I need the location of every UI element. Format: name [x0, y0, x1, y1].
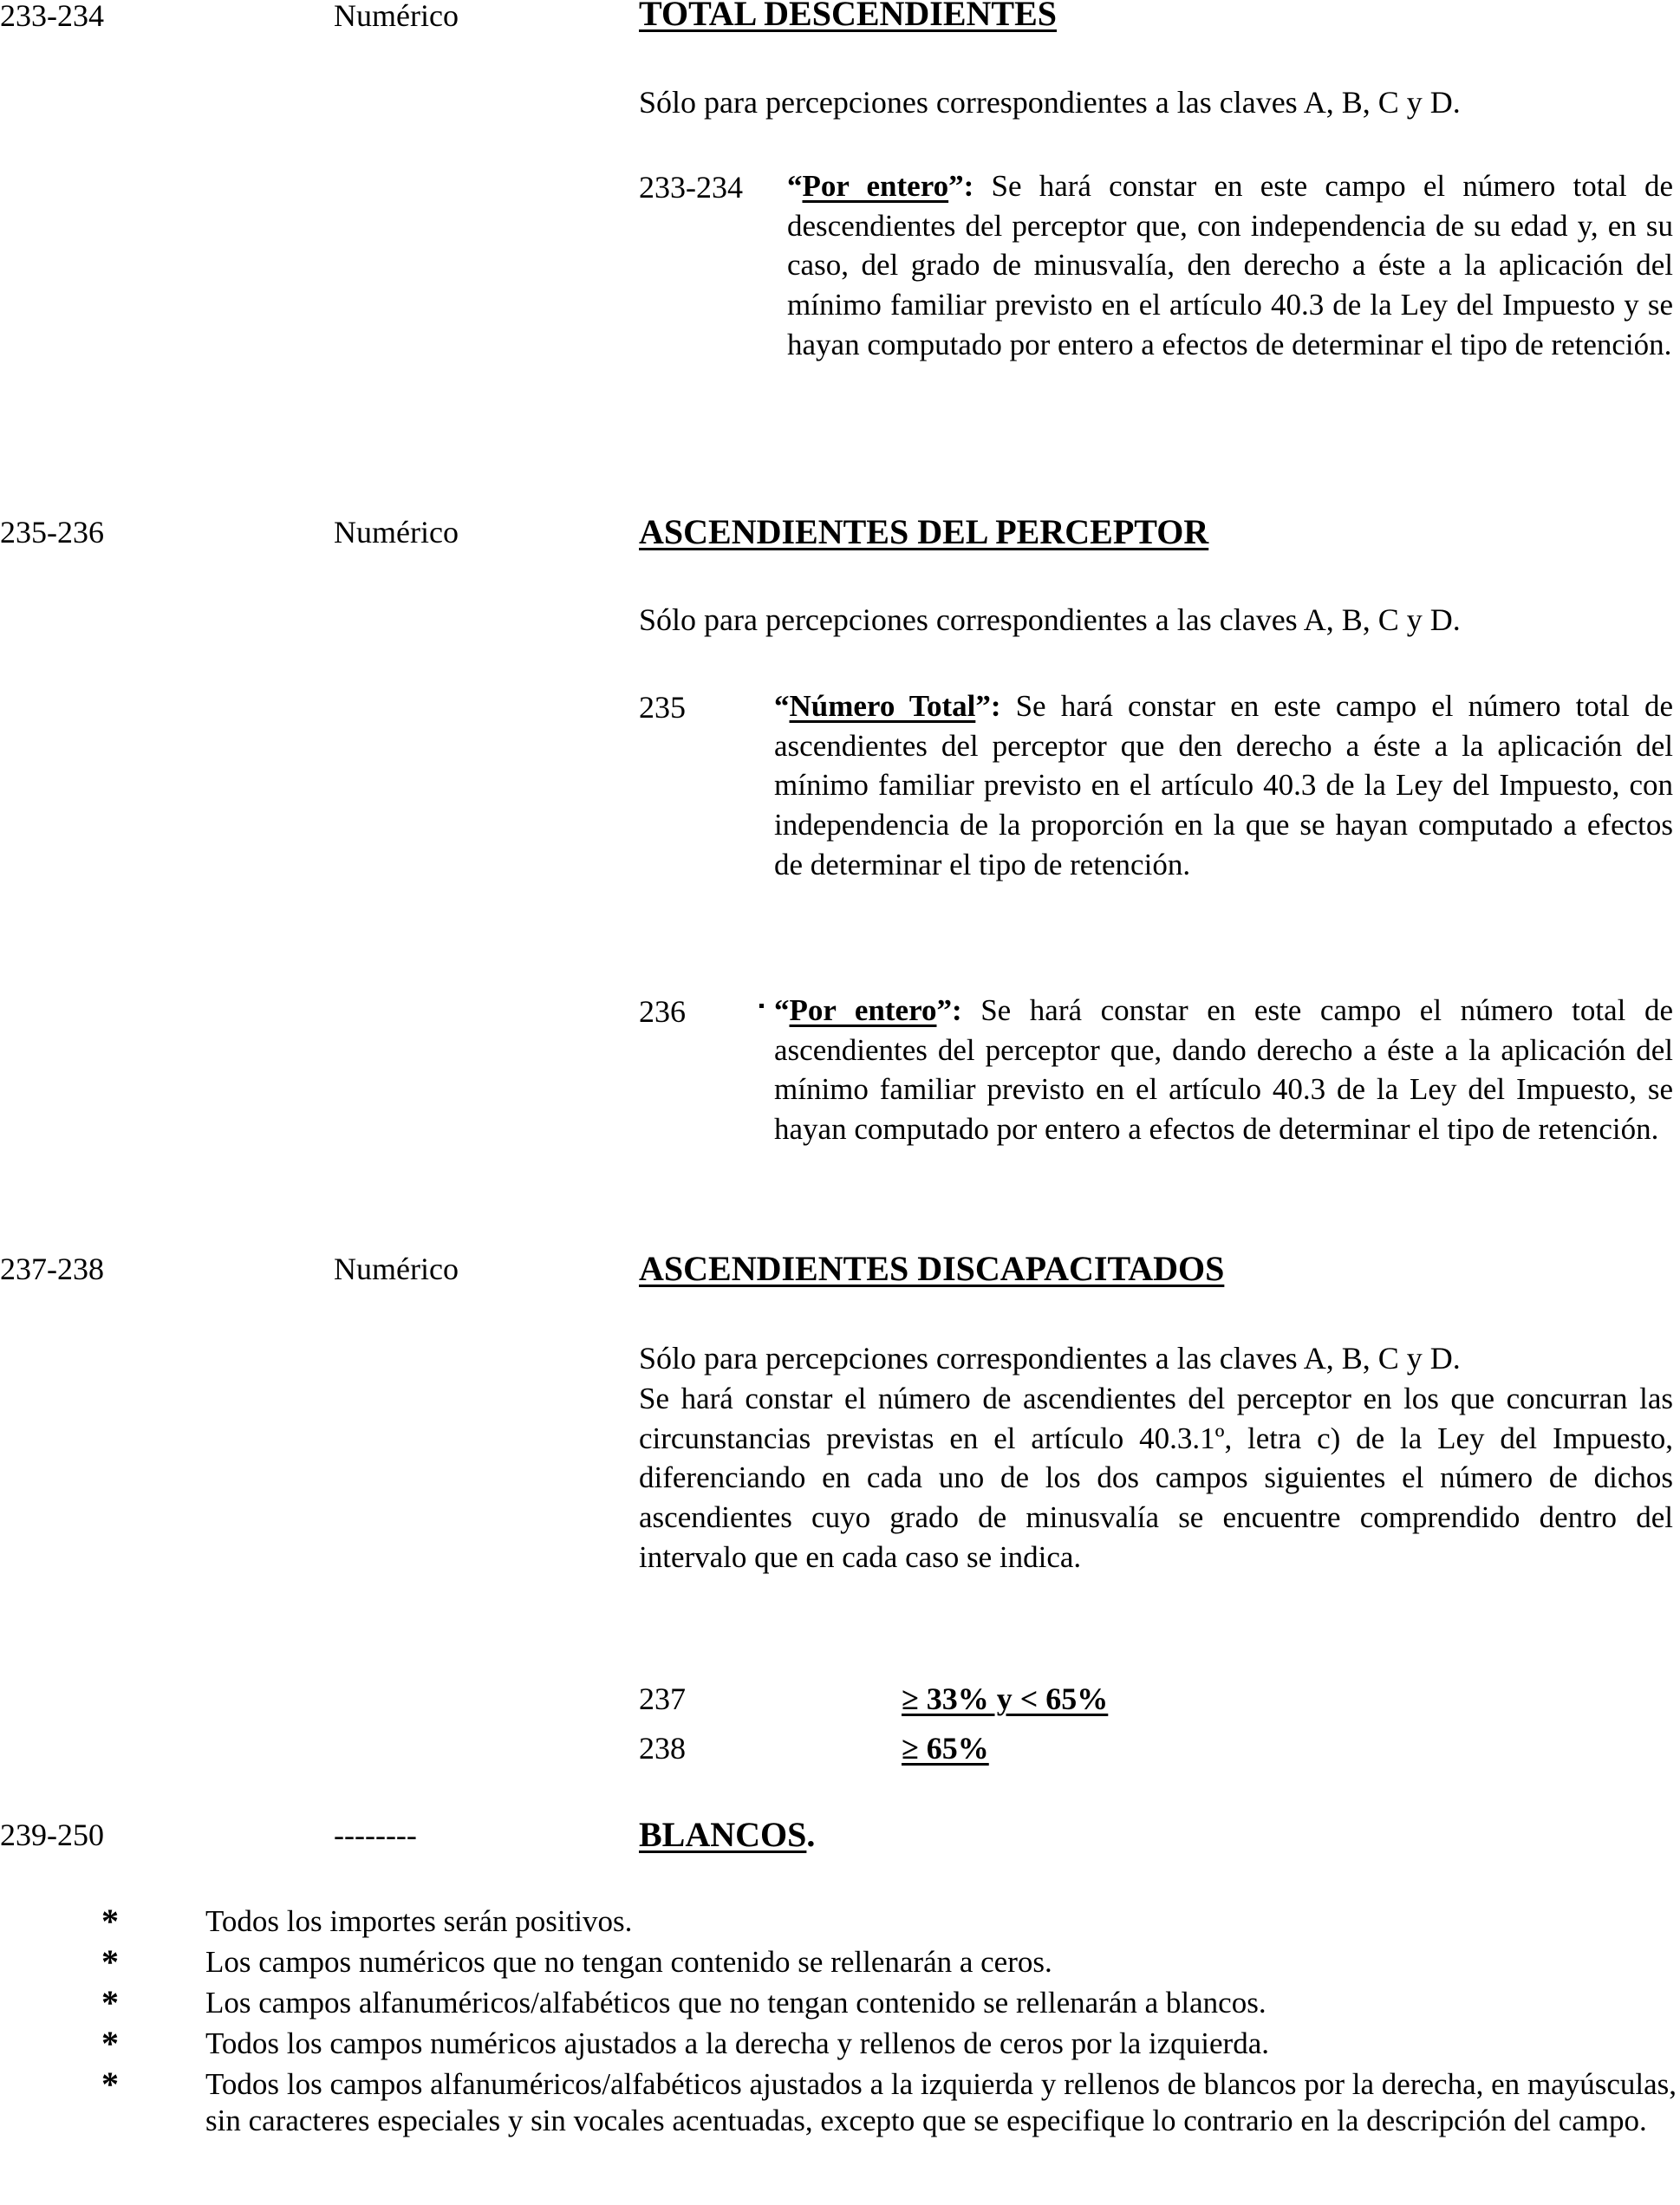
- bullet-mark: *: [101, 1942, 119, 1981]
- item-code: 236: [639, 994, 686, 1029]
- section-heading: BLANCOS.: [639, 1815, 816, 1854]
- item-lead: “Por entero”:: [787, 169, 974, 203]
- item-lead: “Número Total”:: [774, 689, 1001, 723]
- field-type: --------: [334, 1818, 417, 1852]
- item-code: 235: [639, 690, 686, 725]
- item-lead: “Por entero”:: [774, 993, 962, 1027]
- bullet-text: Los campos numéricos que no tengan contenido se rellenarán a ceros.: [205, 1945, 1052, 1979]
- range-value: ≥ 65%: [902, 1731, 989, 1766]
- section-note: Sólo para percepciones correspondientes a las claves A, B, C y D.: [639, 85, 1461, 120]
- range-code: 237: [639, 1681, 686, 1716]
- range-code: 238: [639, 1731, 686, 1766]
- bullet-mark: *: [101, 2065, 119, 2104]
- section-body: Se hará constar el número de ascendientes del perceptor en los que concurran las circunstancias previstas en el artículo 40.3.1º, letra c) de la Ley del Impuesto, diferenciando en cada uno de los dos campos siguientes el número de dichos ascendientes cuyo grado de minusvalía se encuentre comprendido dentro del intervalo que en cada caso se indica.: [639, 1382, 1673, 1574]
- section-note: Sólo para percepciones correspondientes a las claves A, B, C y D.: [639, 602, 1461, 637]
- item-paragraph: “Por entero”: Se hará constar en este campo el número total de ascendientes del perceptor que, dando derecho a éste a la aplicación del mínimo familiar previsto en el artículo 40.3 de la Ley del Impuesto, se hayan computado por entero a efectos de determinar el tipo de retención.: [774, 993, 1673, 1147]
- bullet-text: Todos los campos alfanuméricos/alfabéticos ajustados a la izquierda y rellenos de blancos por la derecha, en mayúsculas, sin caracteres especiales y sin vocales acentuadas, excepto que se especifique lo contrario en la descripción del campo.: [205, 2067, 1677, 2137]
- section-heading: TOTAL DESCENDIENTES: [639, 0, 1058, 33]
- bullet-mark: *: [101, 1902, 119, 1941]
- bullet-text: Todos los importes serán positivos.: [205, 1904, 633, 1938]
- item-paragraph: “Por entero”: Se hará constar en este campo el número total de descendientes del perceptor que, con independencia de su edad y, en su caso, del grado de minusvalía, den derecho a éste a la aplicación del mínimo familiar previsto en el artículo 40.3 de la Ley del Impuesto y se hayan computado por entero a efectos de determinar el tipo de retención.: [787, 169, 1674, 361]
- bullet-text: Los campos alfanuméricos/alfabéticos que no tengan contenido se rellenarán a blancos.: [205, 1986, 1267, 2020]
- bullet-text: Todos los campos numéricos ajustados a la derecha y rellenos de ceros por la izquierda.: [205, 2026, 1269, 2060]
- field-type: Numérico: [334, 1252, 459, 1286]
- field-type: Numérico: [334, 515, 459, 550]
- field-position: 233-234: [0, 0, 104, 33]
- item-code: 233-234: [639, 170, 743, 205]
- bullet-mark: *: [101, 1983, 119, 2022]
- field-position: 237-238: [0, 1252, 104, 1286]
- section-heading: ASCENDIENTES DISCAPACITADOS: [639, 1249, 1225, 1288]
- section-heading: ASCENDIENTES DEL PERCEPTOR: [639, 512, 1209, 551]
- range-value: ≥ 33% y < 65%: [902, 1681, 1109, 1716]
- item-paragraph: “Número Total”: Se hará constar en este campo el número total de ascendientes del perceptor que den derecho a éste a la aplicación del mínimo familiar previsto en el artículo 40.3 de la Ley del Impuesto, con independencia de la proporción en la que se hayan computado a efectos de determinar el tipo de retención.: [774, 689, 1674, 881]
- stray-mark: [759, 1004, 764, 1008]
- field-position: 239-250: [0, 1818, 104, 1852]
- field-position: 235-236: [0, 515, 104, 550]
- section-note: Sólo para percepciones correspondientes a las claves A, B, C y D.: [639, 1341, 1461, 1376]
- field-type: Numérico: [334, 0, 459, 33]
- bullet-mark: *: [101, 2024, 119, 2063]
